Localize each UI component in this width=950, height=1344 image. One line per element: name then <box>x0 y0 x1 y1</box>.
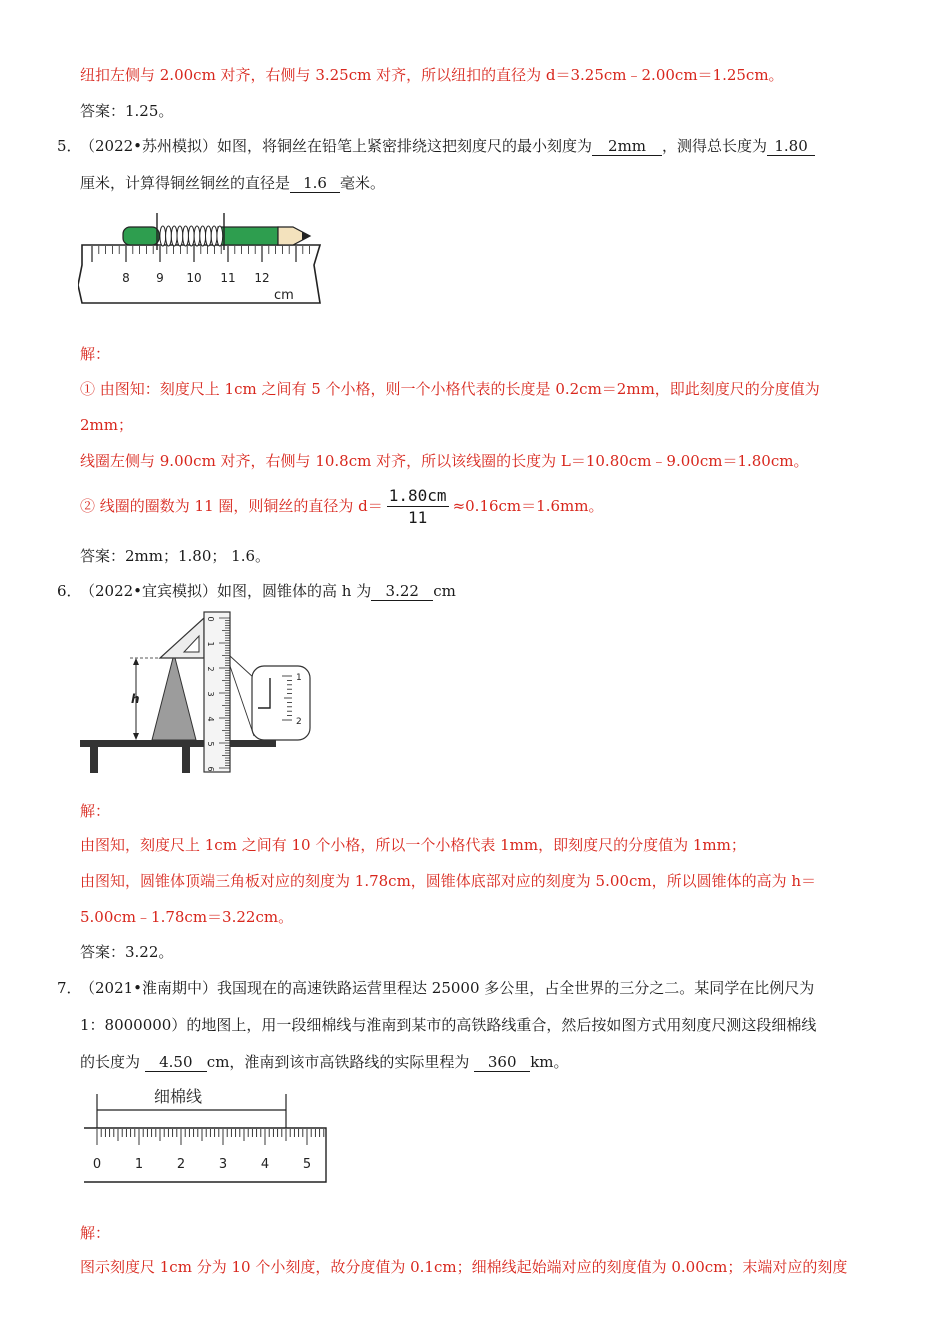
q6-ruler-number: 2 <box>206 666 215 672</box>
q6-zoom-num-1: 1 <box>296 673 302 683</box>
q6-ruler-number: 0 <box>206 616 215 622</box>
q5-solution-2: 线圈左侧与 9.00cm 对齐，右侧与 10.8cm 对齐，所以该线圈的长度为 L＝10.80cm﹣9.00cm＝1.80cm。 <box>80 452 809 470</box>
q7-blank1: 4.50 <box>145 1053 207 1072</box>
q6-ruler-number: 6 <box>206 766 215 772</box>
q5-copper-coil <box>160 226 223 246</box>
q6-stem-b: cm <box>433 582 456 600</box>
q5-fraction <box>387 486 449 529</box>
q5-coil-turn <box>194 226 200 246</box>
q5-blank1: 2mm <box>592 137 662 156</box>
q6-ruler-number: 1 <box>206 641 215 647</box>
q5-solution-3 <box>80 484 603 529</box>
q5-stem-a: （2022•苏州模拟）如图，将铜丝在铅笔上紧密排绕这把刻度尺的最小刻度为 <box>80 137 593 155</box>
q5-answer: 答案：2mm；1.80； 1.6。 <box>80 547 271 565</box>
q5-pencil-body <box>123 227 159 245</box>
q6-answer: 答案：3.22。 <box>80 943 174 961</box>
q7-solution-1: 图示刻度尺 1cm 分为 10 个小刻度，故分度值为 0.1cm；细棉线起始端对应的刻度值为 0.00cm；末端对应的刻度 <box>80 1258 848 1276</box>
q5-figure-ruler-pencil <box>78 205 328 310</box>
prev-answer: 答案：1.25。 <box>80 102 174 120</box>
q6-ruler-number: 5 <box>206 741 215 747</box>
q6-zoom-line-top <box>230 656 254 678</box>
prev-solution-line: 纽扣左侧与 2.00cm 对齐，右侧与 3.25cm 对齐，所以纽扣的直径为 d＝3.25cm﹣2.00cm＝1.25cm。 <box>80 66 784 84</box>
q5-coil-turn <box>177 226 183 246</box>
q6-table-leg-left <box>90 747 98 773</box>
q6-h-label: h <box>131 692 140 706</box>
q6-ruler-number: 4 <box>206 716 215 722</box>
q5-coil-turn <box>166 226 172 246</box>
q5-stem-d: 毫米。 <box>340 174 386 192</box>
q7-stem-e: km。 <box>530 1053 569 1071</box>
q5-solution-3b: ≈0.16cm＝1.6mm。 <box>452 497 604 515</box>
q6-table-leg-right <box>182 747 190 773</box>
q6-stem <box>80 580 456 602</box>
q5-solution-1b: 2mm； <box>80 416 133 434</box>
q5-coil-turn <box>183 226 189 246</box>
q7-thread-label: 细棉线 <box>154 1087 203 1106</box>
q5-solution-3a: ② 线圈的圈数为 11 圈，则铜丝的直径为 d＝ <box>80 497 383 515</box>
q5-coil-turn <box>188 226 194 246</box>
q5-coil-turn <box>206 226 212 246</box>
q6-arrow-up <box>133 658 139 665</box>
q6-solution-2a: 由图知，圆锥体顶端三角板对应的刻度为 1.78cm，圆锥体底部对应的刻度为 5.00cm，所以圆锥体的高为 h＝ <box>80 872 817 890</box>
q5-coil-turn <box>217 226 223 246</box>
q5-blank3: 1.6 <box>290 174 340 193</box>
q6-zoom-line-bottom <box>230 666 254 736</box>
q6-blank1: 3.22 <box>371 582 433 601</box>
q7-stem-c: 的长度为 <box>80 1053 141 1071</box>
q5-pencil-lead <box>302 232 310 240</box>
q6-ruler-number: 3 <box>206 691 215 697</box>
q5-unit-label: cm <box>274 288 294 303</box>
q5-solution-label: 解： <box>80 345 111 363</box>
q6-number: 6． <box>57 582 82 600</box>
q5-coil-turn <box>171 226 177 246</box>
q7-stem-line3 <box>80 1051 569 1073</box>
q6-stem-a: （2022•宜宾模拟）如图，圆锥体的高 h 为 <box>80 582 372 600</box>
q5-fraction-numerator: 1.80cm <box>388 485 447 505</box>
q7-solution-label: 解： <box>80 1224 111 1242</box>
q5-coil-turn <box>200 226 206 246</box>
q5-tick-label: 8 <box>122 271 130 285</box>
q6-table-top <box>80 740 276 747</box>
q7-ruler-body <box>84 1128 326 1182</box>
q7-number: 7． <box>57 979 82 997</box>
q7-stem-d: cm，淮南到该市高铁路线的实际里程为 <box>206 1053 470 1071</box>
q7-tick-label: 4 <box>260 1157 270 1172</box>
q5-fraction-denominator: 11 <box>408 507 428 527</box>
q5-blank2: 1.80 <box>767 137 815 156</box>
q5-stem-line2 <box>80 172 385 194</box>
q5-stem-b: ，测得总长度为 <box>662 137 768 155</box>
q6-solution-2b: 5.00cm﹣1.78cm＝3.22cm。 <box>80 908 294 926</box>
q7-blank2: 360 <box>474 1053 530 1072</box>
q5-coil-turn <box>160 226 166 246</box>
q6-solution-1: 由图知，刻度尺上 1cm 之间有 10 个小格，所以一个小格代表 1mm，即刻度尺的分度值为 1mm； <box>80 836 746 854</box>
q6-solution-label: 解： <box>80 802 111 820</box>
q7-tick-label: 5 <box>302 1157 312 1172</box>
q7-tick-label: 2 <box>176 1157 186 1172</box>
q7-tick-label: 0 <box>92 1157 102 1172</box>
q6-figure-cone-ruler <box>78 608 313 776</box>
q5-stem-line1 <box>80 135 815 157</box>
q5-coil-turn <box>211 226 217 246</box>
q6-cone <box>152 654 196 740</box>
q6-arrow-down <box>133 733 139 740</box>
q7-figure-thread-ruler <box>82 1080 332 1185</box>
q5-tick-label: 10 <box>186 271 202 285</box>
q5-stem-c: 厘米，计算得铜丝铜丝的直径是 <box>80 174 291 192</box>
q5-number: 5． <box>57 137 82 155</box>
q5-tick-label: 9 <box>156 271 164 285</box>
q5-tick-label: 12 <box>254 271 270 285</box>
q7-stem-line1: （2021•淮南期中）我国现在的高速铁路运营里程达 25000 多公里，占全世界的三分之二。某同学在比例尺为 <box>80 979 815 997</box>
q5-pencil-body-right <box>218 227 278 245</box>
q7-tick-label: 1 <box>134 1157 144 1172</box>
q7-tick-label: 3 <box>218 1157 228 1172</box>
q6-zoom-num-2: 2 <box>296 717 302 727</box>
q7-stem-line2: 1：8000000）的地图上，用一段细棉线与淮南到某市的高铁路线重合，然后按如图方式用刻度尺测这段细棉线 <box>80 1016 817 1034</box>
q5-solution-1a: ① 由图知：刻度尺上 1cm 之间有 5 个小格，则一个小格代表的长度是 0.2cm＝2mm，即此刻度尺的分度值为 <box>80 380 820 398</box>
q5-tick-label: 11 <box>220 271 236 285</box>
